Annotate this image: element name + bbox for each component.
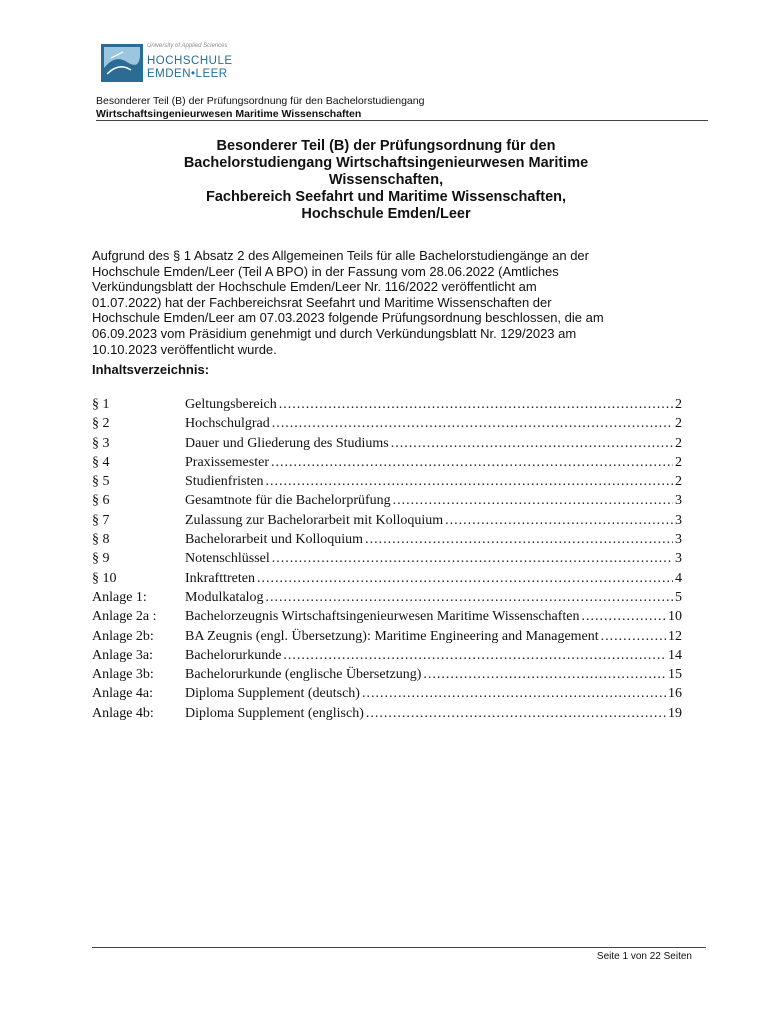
toc-leader-dots xyxy=(423,667,666,683)
toc-entry-number: Anlage 1: xyxy=(92,589,147,605)
toc-heading: Inhaltsverzeichnis: xyxy=(92,362,210,377)
toc-entry[interactable] xyxy=(92,416,682,435)
toc-leader-dots xyxy=(257,571,673,587)
title-line: Fachbereich Seefahrt und Maritime Wissenschaften, xyxy=(205,189,567,205)
footer-divider xyxy=(92,947,706,948)
toc-entry-title: Geltungsbereich xyxy=(185,397,277,412)
document-title xyxy=(96,138,676,223)
toc-entry-number: § 4 xyxy=(92,454,110,470)
toc-entry-page: 3 xyxy=(675,532,682,548)
toc-leader-dots xyxy=(362,686,666,702)
header-divider xyxy=(96,120,708,121)
toc-entry-page: 2 xyxy=(675,474,682,490)
page-number: Seite 1 von 22 Seiten xyxy=(596,951,692,962)
toc-entry-page: 2 xyxy=(675,397,682,412)
toc-entry-number: § 8 xyxy=(92,532,110,548)
toc-leader-dots xyxy=(266,590,673,606)
toc-entry-number: § 9 xyxy=(92,551,110,567)
toc-leader-dots xyxy=(279,397,673,413)
toc-entry-title: Praxissemester xyxy=(185,454,269,470)
toc-entry-page: 10 xyxy=(668,609,682,625)
toc-entry-number: Anlage 3a: xyxy=(92,647,154,663)
toc-entry-page: 15 xyxy=(668,667,682,683)
running-header xyxy=(96,95,708,121)
toc-entry-page: 3 xyxy=(675,512,682,528)
toc-entry-page: 14 xyxy=(668,647,682,663)
toc-entry[interactable] xyxy=(92,629,682,648)
toc-entry[interactable] xyxy=(92,686,682,705)
toc-entry-page: 19 xyxy=(668,705,682,721)
toc-entry-number: § 6 xyxy=(92,493,110,509)
toc-entry[interactable] xyxy=(92,590,682,609)
toc-entry-title: BA Zeugnis (engl. Übersetzung): Maritime Engineering and Management xyxy=(185,628,599,644)
running-header-line1: Besonderer Teil (B) der Prüfungsordnung für den Bachelorstudiengang xyxy=(96,95,425,107)
toc-entry[interactable] xyxy=(92,706,682,725)
intro-line: 06.09.2023 vom Präsidium genehmigt und durch Verkündungsblatt Nr. 129/2023 am xyxy=(92,325,577,341)
toc-entry-title: Zulassung zur Bachelorarbeit mit Kolloquium xyxy=(185,512,444,528)
toc-entry-title: Gesamtnote für die Bachelorprüfung xyxy=(185,493,391,509)
toc-entry-title: Hochschulgrad xyxy=(185,416,270,432)
toc-entry-number: Anlage 3b: xyxy=(92,667,154,683)
toc-entry[interactable] xyxy=(92,493,682,512)
toc-leader-dots xyxy=(271,455,673,471)
toc-entry-page: 4 xyxy=(675,570,682,586)
toc-entry-title: Bachelorzeugnis Wirtschaftsingenieurwesen Maritime Wissenschaften xyxy=(185,609,580,625)
toc-entry-title: Bachelorarbeit und Kolloquium xyxy=(185,532,364,548)
toc-entry-number: Anlage 4a: xyxy=(92,686,154,702)
toc-leader-dots xyxy=(445,513,673,529)
toc-entry-number: § 1 xyxy=(92,397,110,412)
toc-entry-title: Modulkatalog xyxy=(185,589,264,605)
logo-name-line2: EMDEN•LEER xyxy=(147,68,228,80)
logo-mark-icon xyxy=(101,44,143,82)
toc-entry[interactable] xyxy=(92,397,682,416)
toc-entry-title: Diploma Supplement (englisch) xyxy=(185,705,364,721)
toc-entry-title: Diploma Supplement (deutsch) xyxy=(185,686,360,702)
toc-leader-dots xyxy=(283,648,666,664)
toc-leader-dots xyxy=(272,416,673,432)
toc-entry-title: Studienfristen xyxy=(185,474,264,490)
running-header-line2: Wirtschaftsingenieurwesen Maritime Wissenschaften xyxy=(96,108,362,120)
toc-entry[interactable] xyxy=(92,513,682,532)
toc-entry-page: 3 xyxy=(675,493,682,509)
toc-entry[interactable] xyxy=(92,571,682,590)
table-of-contents xyxy=(92,397,682,725)
toc-leader-dots xyxy=(393,493,673,509)
toc-entry-title: Bachelorurkunde (englische Übersetzung) xyxy=(185,667,422,683)
intro-paragraph xyxy=(92,248,672,357)
toc-entry-page: 2 xyxy=(675,454,682,470)
toc-entry-number: § 10 xyxy=(92,570,117,586)
toc-entry-number: § 2 xyxy=(92,416,110,432)
university-logo xyxy=(101,42,251,86)
toc-entry-page: 5 xyxy=(675,589,682,605)
toc-entry[interactable] xyxy=(92,436,682,455)
logo-name-line1: HOCHSCHULE xyxy=(147,55,233,67)
toc-entry-page: 12 xyxy=(668,628,682,644)
logo-tagline: University of Applied Sciences xyxy=(147,43,228,49)
toc-entry[interactable] xyxy=(92,667,682,686)
toc-entry-number: Anlage 2b: xyxy=(92,628,154,644)
toc-entry-page: 3 xyxy=(675,551,682,567)
toc-entry-title: Notenschlüssel xyxy=(185,551,270,567)
toc-leader-dots xyxy=(272,551,673,567)
intro-line: 01.07.2022) hat der Fachbereichsrat Seefahrt und Maritime Wissenschaften der xyxy=(92,294,552,310)
toc-leader-dots xyxy=(601,629,666,645)
intro-line: Aufgrund des § 1 Absatz 2 des Allgemeinen Teils für alle Bachelorstudiengänge an der xyxy=(92,248,589,263)
toc-entry-number: § 3 xyxy=(92,435,110,451)
toc-entry[interactable] xyxy=(92,455,682,474)
toc-leader-dots xyxy=(582,609,666,625)
toc-leader-dots xyxy=(366,706,666,722)
toc-leader-dots xyxy=(365,532,673,548)
toc-leader-dots xyxy=(391,436,673,452)
toc-entry[interactable] xyxy=(92,532,682,551)
toc-entry[interactable] xyxy=(92,474,682,493)
title-line: Bachelorstudiengang Wirtschaftsingenieurwesen Maritime xyxy=(183,155,589,171)
intro-line: Hochschule Emden/Leer (Teil A BPO) in der Fassung vom 28.06.2022 (Amtliches xyxy=(92,263,559,279)
toc-entry[interactable] xyxy=(92,609,682,628)
toc-entry-number: Anlage 2a : xyxy=(92,609,157,625)
toc-entry-title: Dauer und Gliederung des Studiums xyxy=(185,435,389,451)
toc-entry-title: Bachelorurkunde xyxy=(185,647,282,663)
toc-entry-title: Inkrafttreten xyxy=(185,570,255,586)
toc-entry-number: § 7 xyxy=(92,512,110,528)
title-line: Wissenschaften, xyxy=(328,172,444,188)
toc-entry-page: 2 xyxy=(675,416,682,432)
toc-entry-number: § 5 xyxy=(92,474,110,490)
toc-entry-page: 2 xyxy=(675,435,682,451)
title-line: Besonderer Teil (B) der Prüfungsordnung für den xyxy=(216,138,556,154)
toc-entry-number: Anlage 4b: xyxy=(92,705,154,721)
intro-line: Hochschule Emden/Leer am 07.03.2023 folgende Prüfungsordnung beschlossen, die am xyxy=(92,310,604,326)
toc-entry-page: 16 xyxy=(668,686,682,702)
toc-leader-dots xyxy=(266,474,673,490)
title-line: Hochschule Emden/Leer xyxy=(301,206,471,222)
intro-line: 10.10.2023 veröffentlicht wurde. xyxy=(92,341,277,357)
toc-entry[interactable] xyxy=(92,648,682,667)
intro-line: Verkündungsblatt der Hochschule Emden/Leer Nr. 116/2022 veröffentlicht am xyxy=(92,279,537,295)
toc-entry[interactable] xyxy=(92,551,682,570)
